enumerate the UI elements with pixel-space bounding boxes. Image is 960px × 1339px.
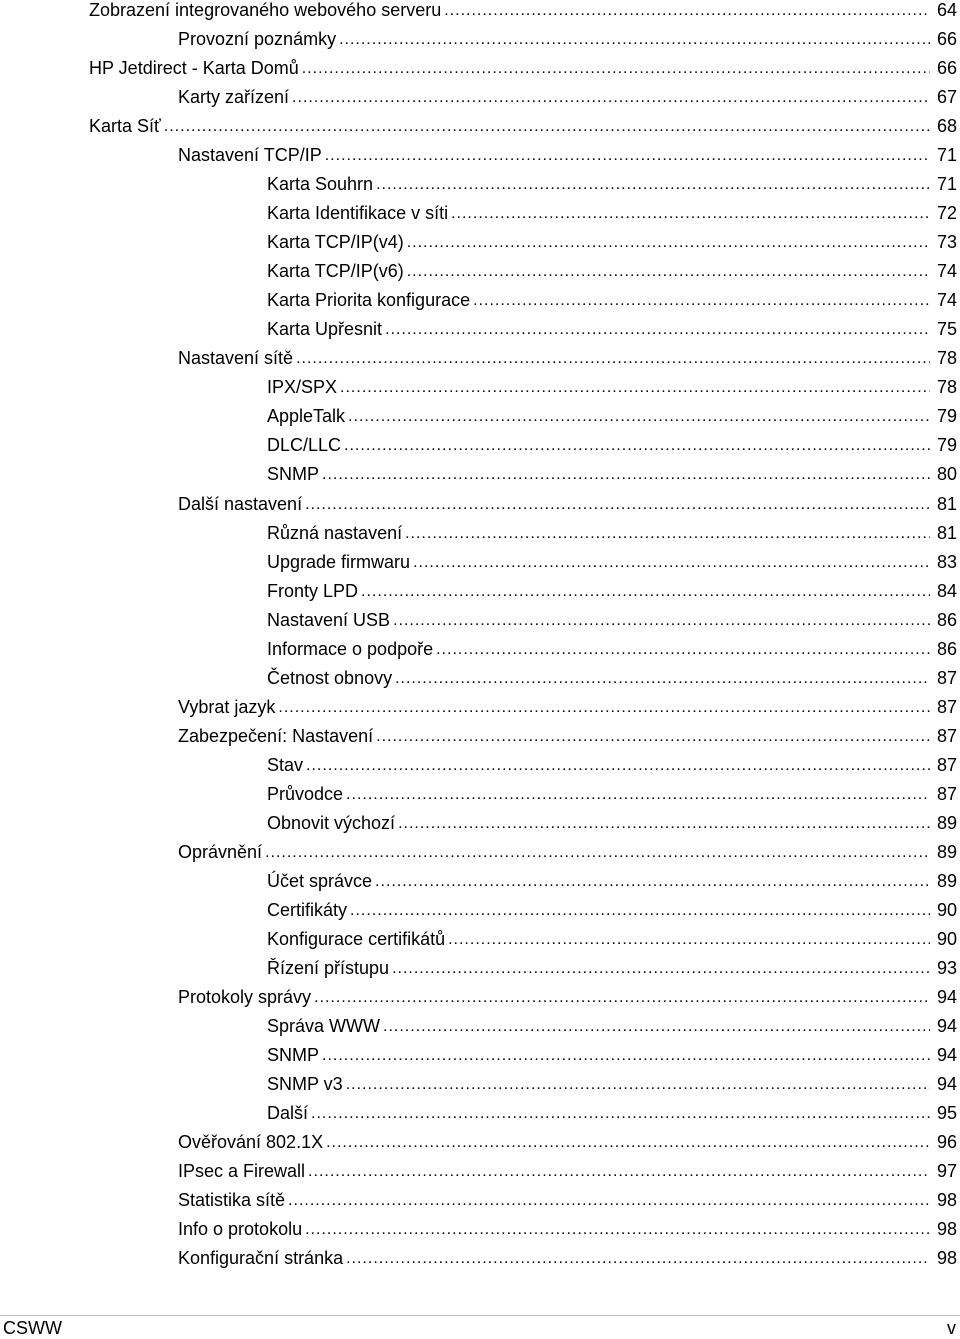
toc-dot-leader (448, 925, 930, 954)
toc-entry-title: Nastavení sítě (178, 348, 294, 369)
toc-entry[interactable] (267, 1041, 957, 1070)
toc-entry-page: 80 (936, 464, 957, 485)
toc-entry-page: 74 (936, 261, 957, 282)
toc-dot-leader (322, 460, 930, 489)
toc-dot-leader (361, 577, 930, 606)
toc-entry[interactable] (267, 199, 957, 228)
toc-entry[interactable] (267, 519, 957, 548)
toc-entry-page: 81 (936, 493, 957, 514)
toc-entry[interactable] (178, 722, 957, 751)
toc-dot-leader (340, 373, 930, 402)
toc-entry-page: 95 (936, 1103, 957, 1124)
toc-dot-leader (339, 25, 930, 54)
toc-entry-title: Karty zařízení (178, 87, 290, 108)
toc-entry[interactable] (267, 431, 957, 460)
toc-entry[interactable] (267, 606, 957, 635)
toc-entry-page: 81 (936, 522, 957, 543)
toc-entry-title: AppleTalk (267, 406, 346, 427)
toc-dot-leader (346, 1244, 930, 1273)
toc-entry[interactable] (178, 83, 957, 112)
toc-entry[interactable] (267, 925, 957, 954)
toc-entry-title: Statistika sítě (178, 1190, 286, 1211)
toc-dot-leader (265, 838, 930, 867)
toc-entry-title: Obnovit výchozí (267, 812, 396, 833)
toc-entry-page: 89 (936, 841, 957, 862)
toc-entry-page: 86 (936, 638, 957, 659)
toc-entry[interactable] (267, 1012, 957, 1041)
toc-entry[interactable] (267, 170, 957, 199)
toc-entry-page: 94 (936, 1074, 957, 1095)
toc-entry-page: 79 (936, 435, 957, 456)
toc-entry-page: 97 (936, 1161, 957, 1182)
toc-dot-leader (385, 315, 930, 344)
toc-entry[interactable] (267, 257, 957, 286)
toc-dot-leader (407, 257, 930, 286)
toc-entry[interactable] (267, 577, 957, 606)
toc-entry[interactable] (267, 286, 957, 315)
toc-entry-page: 86 (936, 609, 957, 630)
toc-dot-leader (376, 722, 930, 751)
toc-entry-page: 84 (936, 580, 957, 601)
toc-entry-page: 87 (936, 783, 957, 804)
toc-entry-title: Četnost obnovy (267, 667, 393, 688)
toc-dot-leader (413, 548, 930, 577)
toc-entry[interactable] (178, 838, 957, 867)
toc-dot-leader (398, 809, 930, 838)
toc-entry[interactable] (267, 373, 957, 402)
toc-dot-leader (346, 1070, 930, 1099)
toc-entry-page: 79 (936, 406, 957, 427)
toc-dot-leader (308, 1157, 930, 1186)
toc-entry-title: Oprávnění (178, 841, 263, 862)
toc-dot-leader (407, 228, 930, 257)
toc-entry[interactable] (178, 490, 957, 519)
toc-dot-leader (164, 112, 930, 141)
toc-entry-page: 90 (936, 928, 957, 949)
toc-entry[interactable] (178, 1215, 957, 1244)
toc-dot-leader (305, 1215, 930, 1244)
footer-page-number: v (947, 1318, 956, 1338)
toc-dot-leader (393, 606, 930, 635)
toc-dot-leader (306, 751, 930, 780)
toc-entry[interactable] (267, 315, 957, 344)
toc-entry-page: 94 (936, 987, 957, 1008)
toc-entry-title: Karta Síť (89, 116, 161, 137)
toc-entry[interactable] (267, 751, 957, 780)
toc-entry[interactable] (267, 867, 957, 896)
toc-entry[interactable] (178, 25, 957, 54)
toc-entry[interactable] (178, 141, 957, 170)
toc-entry-title: Stav (267, 754, 304, 775)
toc-entry-title: Nastavení TCP/IP (178, 145, 322, 166)
toc-dot-leader (311, 1099, 930, 1128)
toc-entry[interactable] (267, 1070, 957, 1099)
toc-entry-title: Další (267, 1103, 309, 1124)
toc-entry-title: Vybrat jazyk (178, 696, 276, 717)
toc-dot-leader (344, 431, 930, 460)
toc-entry-page: 74 (936, 290, 957, 311)
toc-dot-leader (292, 83, 930, 112)
toc-dot-leader (376, 170, 930, 199)
toc-entry-page: 89 (936, 812, 957, 833)
toc-entry-title: Průvodce (267, 783, 344, 804)
page-footer (0, 1315, 960, 1339)
toc-entry-title: Řízení přístupu (267, 957, 390, 978)
toc-entry-page: 66 (936, 29, 957, 50)
footer-doc-id: CSWW (3, 1318, 62, 1338)
toc-entry-title: Konfigurace certifikátů (267, 928, 446, 949)
toc-dot-leader (326, 1128, 930, 1157)
toc-dot-leader (288, 1186, 930, 1215)
toc-entry[interactable] (267, 809, 957, 838)
toc-entry[interactable] (267, 228, 957, 257)
toc-entry-title: Další nastavení (178, 493, 303, 514)
toc-dot-leader (278, 693, 930, 722)
toc-entry-title: Karta TCP/IP(v4) (267, 232, 404, 253)
toc-entry[interactable] (178, 1186, 957, 1215)
toc-entry-title: Účet správce (267, 870, 373, 891)
toc-entry[interactable] (267, 664, 957, 693)
toc-entry-title: IPX/SPX (267, 377, 338, 398)
toc-entry-page: 67 (936, 87, 957, 108)
toc-entry-page: 78 (936, 348, 957, 369)
toc-entry[interactable] (178, 344, 957, 373)
toc-dot-leader (405, 519, 930, 548)
toc-entry-page: 71 (936, 145, 957, 166)
toc-entry-page: 93 (936, 957, 957, 978)
toc-entry-page: 89 (936, 870, 957, 891)
toc-dot-leader (305, 490, 930, 519)
toc-entry[interactable] (267, 896, 957, 925)
toc-dot-leader (346, 780, 930, 809)
toc-entry-page: 75 (936, 319, 957, 340)
toc-entry-title: Karta TCP/IP(v6) (267, 261, 404, 282)
toc-entry[interactable] (267, 954, 957, 983)
toc-entry-page: 68 (936, 116, 957, 137)
toc-dot-leader (322, 1041, 930, 1070)
toc-entry-title: Konfigurační stránka (178, 1248, 344, 1269)
toc-entry-title: IPsec a Firewall (178, 1161, 306, 1182)
toc-entry-page: 73 (936, 232, 957, 253)
toc-entry[interactable] (178, 1128, 957, 1157)
toc-entry-title: Provozní poznámky (178, 29, 337, 50)
toc-dot-leader (350, 896, 930, 925)
toc-entry-title: Zabezpečení: Nastavení (178, 725, 374, 746)
toc-dot-leader (444, 0, 930, 25)
toc-entry-title: Karta Priorita konfigurace (267, 290, 471, 311)
toc-entry-page: 64 (936, 0, 957, 20)
toc-entry-page: 87 (936, 667, 957, 688)
toc-entry-title: Karta Identifikace v síti (267, 203, 449, 224)
toc-entry-title: Ověřování 802.1X (178, 1132, 324, 1153)
toc-dot-leader (392, 954, 930, 983)
toc-entry-page: 98 (936, 1219, 957, 1240)
toc-entry-title: SNMP v3 (267, 1074, 343, 1095)
toc-entry-page: 78 (936, 377, 957, 398)
toc-entry-title: Nastavení USB (267, 609, 391, 630)
toc-entry-title: DLC/LLC (267, 435, 342, 456)
toc-entry[interactable] (178, 1157, 957, 1186)
toc-entry[interactable] (89, 0, 957, 25)
toc-entry-page: 66 (936, 58, 957, 79)
toc-entry[interactable] (178, 1244, 957, 1273)
toc-dot-leader (395, 664, 930, 693)
toc-entry[interactable] (178, 693, 957, 722)
toc-dot-leader (473, 286, 930, 315)
toc-entry-page: 87 (936, 725, 957, 746)
toc-entry[interactable] (267, 460, 957, 489)
toc-entry-title: Protokoly správy (178, 987, 312, 1008)
toc-entry-title: Certifikáty (267, 899, 348, 920)
toc-entry[interactable] (267, 1099, 957, 1128)
toc-entry-title: Fronty LPD (267, 580, 359, 601)
toc-entry-title: Různá nastavení (267, 522, 403, 543)
toc-dot-leader (383, 1012, 930, 1041)
toc-entry-page: 98 (936, 1190, 957, 1211)
toc-entry[interactable] (267, 402, 957, 431)
toc-dot-leader (314, 983, 930, 1012)
toc-entry-title: SNMP (267, 464, 320, 485)
toc-entry-title: Zobrazení integrovaného webového serveru (89, 0, 442, 20)
toc-entry-page: 72 (936, 203, 957, 224)
toc-dot-leader (325, 141, 930, 170)
toc-entry-page: 94 (936, 1016, 957, 1037)
toc-dot-leader (436, 635, 930, 664)
toc-entry[interactable] (89, 54, 957, 83)
toc-dot-leader (296, 344, 930, 373)
toc-dot-leader (451, 199, 930, 228)
toc-dot-leader (302, 54, 930, 83)
toc-entry[interactable] (267, 780, 957, 809)
toc-entry-page: 94 (936, 1045, 957, 1066)
toc-entry-page: 83 (936, 551, 957, 572)
toc-entry[interactable] (178, 983, 957, 1012)
toc-entry-page: 71 (936, 174, 957, 195)
toc-entry-page: 90 (936, 899, 957, 920)
toc-entry-page: 87 (936, 754, 957, 775)
toc-entry-title: Karta Upřesnit (267, 319, 383, 340)
toc-entry-page: 96 (936, 1132, 957, 1153)
toc-dot-leader (348, 402, 930, 431)
toc-entry[interactable] (89, 112, 957, 141)
toc-entry-title: Info o protokolu (178, 1219, 303, 1240)
toc-entry-title: Karta Souhrn (267, 174, 374, 195)
toc-entry-title: Správa WWW (267, 1016, 381, 1037)
toc-entry[interactable] (267, 548, 957, 577)
toc-entry-page: 98 (936, 1248, 957, 1269)
toc-entry-page: 87 (936, 696, 957, 717)
toc-entry-title: HP Jetdirect - Karta Domů (89, 58, 299, 79)
toc-entry-title: SNMP (267, 1045, 320, 1066)
toc-entry-title: Informace o podpoře (267, 638, 434, 659)
toc-entry-title: Upgrade firmwaru (267, 551, 411, 572)
toc-dot-leader (375, 867, 930, 896)
toc-entry[interactable] (267, 635, 957, 664)
